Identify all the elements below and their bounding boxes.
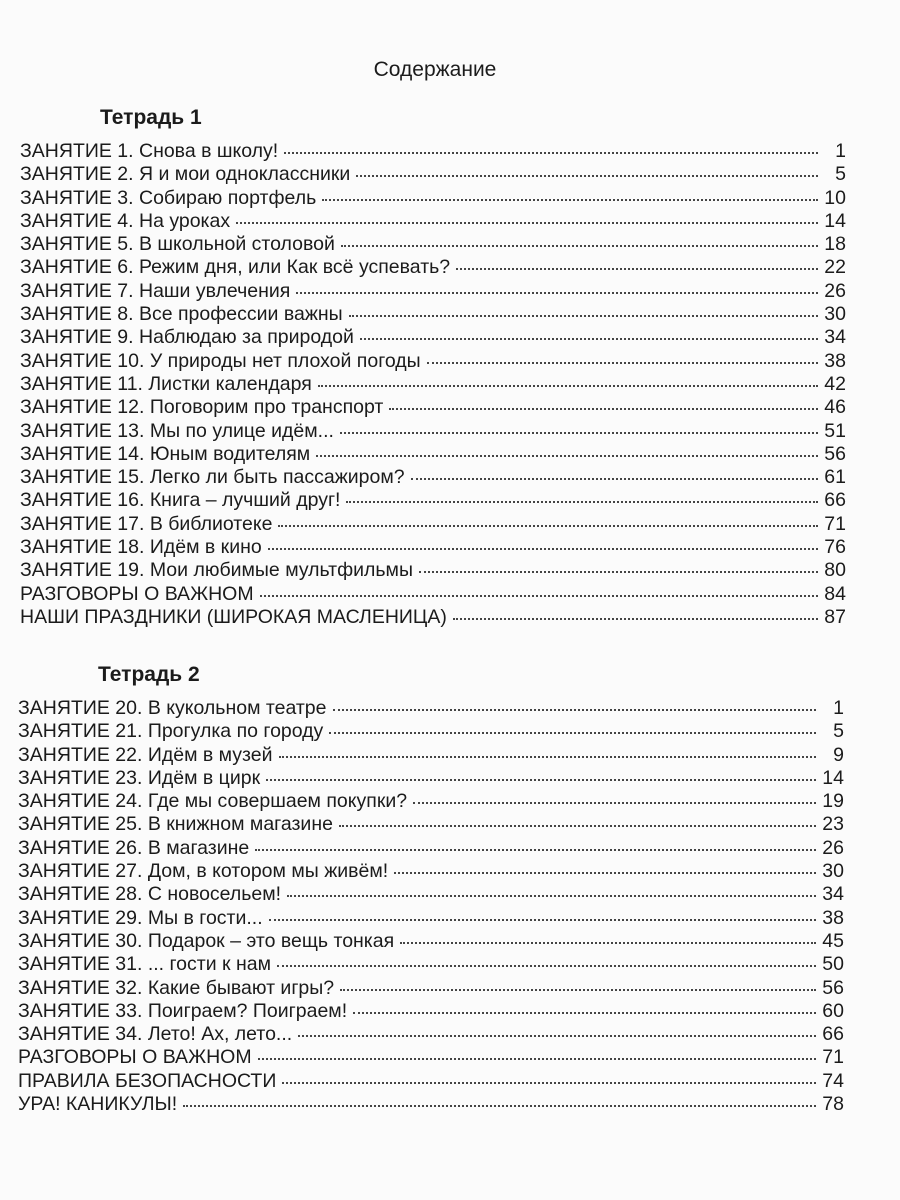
notebook-2-section [18,663,844,1116]
dot-leader [269,919,816,921]
dot-leader [329,732,816,734]
toc-entry-page: 42 [824,372,846,395]
toc-entry [20,163,846,186]
notebook-1-heading: Тетрадь 1 [100,106,202,129]
toc-entry [20,303,846,326]
toc-entry-page: 30 [822,860,844,883]
toc-entry [20,350,846,373]
toc-entry-page: 71 [824,512,846,535]
notebook-2-toc [18,697,844,1116]
toc-entry [18,697,844,720]
toc-entry [18,767,844,790]
dot-leader [298,1035,816,1037]
toc-entry-page: 46 [824,396,846,419]
dot-leader [389,408,818,410]
dot-leader [266,779,816,781]
toc-entry-title: ЗАНЯТИЕ 5. В школьной столовой [20,233,335,256]
toc-entry-title: ЗАНЯТИЕ 23. Идём в цирк [18,766,261,789]
toc-entry-title: УРА! КАНИКУЛЫ! [18,1093,178,1116]
toc-entry [20,606,846,629]
toc-entry [18,790,844,813]
toc-entry-title: ЗАНЯТИЕ 6. Режим дня, или Как всё успевать? [20,256,451,279]
toc-entry-title: ЗАНЯТИЕ 14. Юным водителям [20,442,311,465]
toc-entry [20,536,846,559]
toc-entry-title: ЗАНЯТИЕ 29. Мы в гости... [18,906,263,929]
toc-entry-title: ЗАНЯТИЕ 31. ... гости к нам [18,953,271,976]
toc-entry-title: ЗАНЯТИЕ 2. Я и мои одноклассники [20,163,351,186]
toc-entry-page: 19 [822,790,844,813]
dot-leader [284,152,818,154]
toc-entry-page: 1 [835,140,846,162]
dot-leader [322,199,818,201]
dot-leader [277,965,816,967]
toc-entry-title: ЗАНЯТИЕ 9. Наблюдаю за природой [20,326,354,349]
toc-entry-page: 50 [822,953,844,976]
toc-entry-title: ЗАНЯТИЕ 27. Дом, в котором мы живём! [18,860,389,883]
toc-entry-title: ЗАНЯТИЕ 32. Какие бывают игры? [18,976,335,999]
toc-entry [20,420,846,443]
dot-leader [318,385,818,387]
toc-entry-title: ЗАНЯТИЕ 13. Мы по улице идём... [20,419,334,442]
toc-entry-page: 84 [824,582,846,605]
toc-entry-title: ЗАНЯТИЕ 4. На уроках [20,209,231,232]
toc-entry-title: НАШИ ПРАЗДНИКИ (ШИРОКАЯ МАСЛЕНИЦА) [20,605,447,628]
toc-entry [20,513,846,536]
toc-entry-page: 1 [833,697,844,719]
toc-entry [20,443,846,466]
dot-leader [411,478,818,480]
dot-leader [278,525,818,527]
dot-leader [183,1105,816,1107]
toc-entry [18,813,844,836]
toc-entry [20,140,846,163]
toc-entry-title: ЗАНЯТИЕ 8. Все профессии важны [20,303,343,326]
toc-entry-page: 60 [822,999,844,1022]
toc-entry-page: 10 [824,186,846,209]
toc-entry-title: ЗАНЯТИЕ 33. Поиграем? Поиграем! [18,999,348,1022]
toc-entry-page: 14 [824,209,846,232]
dot-leader [400,942,816,944]
toc-entry-page: 26 [822,836,844,859]
toc-entry-title: ЗАНЯТИЕ 30. Подарок – это вещь тонкая [18,929,395,952]
toc-entry [20,280,846,303]
toc-entry [20,210,846,233]
dot-leader [346,501,818,503]
toc-entry [18,1023,844,1046]
toc-entry [18,1046,844,1069]
toc-entry-title: ЗАНЯТИЕ 7. Наши увлечения [20,279,291,302]
notebook-1-toc [20,140,846,629]
toc-entry-page: 56 [824,442,846,465]
toc-entry-page: 45 [822,929,844,952]
toc-entry-title: РАЗГОВОРЫ О ВАЖНОМ [18,1046,252,1069]
toc-entry [20,187,846,210]
toc-entry-title: ЗАНЯТИЕ 22. Идём в музей [18,743,273,766]
toc-entry-page: 34 [822,883,844,906]
toc-entry-page: 38 [822,906,844,929]
toc-entry [20,466,846,489]
toc-entry-page: 87 [824,605,846,628]
dot-leader [341,245,818,247]
toc-entry-page: 76 [824,536,846,559]
toc-entry-page: 61 [824,466,846,489]
toc-entry [18,837,844,860]
toc-entry-title: ЗАНЯТИЕ 17. В библиотеке [20,512,273,535]
toc-entry-title: ЗАНЯТИЕ 3. Собираю портфель [20,186,317,209]
toc-entry-title: ЗАНЯТИЕ 11. Листки календаря [20,372,312,395]
dot-leader [316,455,818,457]
dot-leader [413,802,816,804]
toc-entry [20,373,846,396]
page-title: Содержание [373,58,497,81]
dot-leader [340,432,818,434]
toc-entry [20,489,846,512]
dot-leader [427,362,818,364]
dot-leader [268,548,818,550]
dot-leader [456,268,818,270]
toc-entry-title: ЗАНЯТИЕ 34. Лето! Ах, лето... [18,1023,293,1046]
dot-leader [356,175,818,177]
toc-entry-title: ЗАНЯТИЕ 18. Идём в кино [20,536,262,559]
toc-entry-title: ЗАНЯТИЕ 19. Мои любимые мультфильмы [20,559,413,582]
toc-entry-title: ЗАНЯТИЕ 1. Снова в школу! [20,140,279,162]
dot-leader [260,595,818,597]
toc-entry-title: ЗАНЯТИЕ 16. Книга – лучший друг! [20,489,341,512]
toc-entry-title: ПРАВИЛА БЕЗОПАСНОСТИ [18,1069,277,1092]
toc-entry-page: 78 [822,1093,844,1116]
toc-entry-title: ЗАНЯТИЕ 12. Поговорим про транспорт [20,396,384,419]
toc-entry-page: 5 [835,163,846,186]
dot-leader [340,989,816,991]
toc-entry-page: 23 [822,813,844,836]
dot-leader [279,756,817,758]
toc-entry-page: 26 [824,279,846,302]
toc-entry-page: 71 [822,1046,844,1069]
toc-entry-page: 14 [822,766,844,789]
toc-entry-page: 66 [822,1023,844,1046]
toc-entry-page: 38 [824,349,846,372]
toc-entry [18,907,844,930]
toc-entry-title: ЗАНЯТИЕ 24. Где мы совершаем покупки? [18,790,408,813]
toc-entry-page: 51 [824,419,846,442]
toc-entry [18,977,844,1000]
dot-leader [394,872,816,874]
toc-entry-page: 80 [824,559,846,582]
toc-entry [20,583,846,606]
dot-leader [419,571,818,573]
toc-entry-page: 66 [824,489,846,512]
toc-entry [18,720,844,743]
toc-entry-title: ЗАНЯТИЕ 25. В книжном магазине [18,813,333,836]
toc-entry-title: ЗАНЯТИЕ 28. С новосельем! [18,883,282,906]
dot-leader [282,1082,816,1084]
toc-entry [18,953,844,976]
toc-entry-page: 18 [824,233,846,256]
dot-leader [236,222,818,224]
toc-entry [20,233,846,256]
toc-entry [20,559,846,582]
toc-entry-page: 5 [833,720,844,743]
dot-leader [339,825,816,827]
dot-leader [287,895,816,897]
notebook-1-section [20,106,846,629]
toc-entry [20,256,846,279]
dot-leader [353,1012,816,1014]
toc-entry-title: ЗАНЯТИЕ 26. В магазине [18,836,250,859]
toc-entry [18,1093,844,1116]
toc-entry-page: 9 [833,743,844,766]
toc-entry-page: 30 [824,303,846,326]
toc-entry-page: 22 [824,256,846,279]
toc-entry [18,860,844,883]
dot-leader [360,338,818,340]
toc-entry [20,326,846,349]
dot-leader [296,292,818,294]
toc-entry-title: ЗАНЯТИЕ 21. Прогулка по городу [18,720,324,743]
dot-leader [255,849,816,851]
toc-entry-title: ЗАНЯТИЕ 15. Легко ли быть пассажиром? [20,466,405,489]
toc-entry-page: 56 [822,976,844,999]
notebook-2-heading: Тетрадь 2 [98,663,200,686]
toc-entry-title: ЗАНЯТИЕ 10. У природы нет плохой погоды [20,349,421,372]
toc-entry-title: РАЗГОВОРЫ О ВАЖНОМ [20,582,254,605]
toc-entry [18,744,844,767]
dot-leader [453,618,818,620]
toc-entry [20,396,846,419]
toc-entry-page: 34 [824,326,846,349]
toc-entry [18,883,844,906]
dot-leader [349,315,818,317]
toc-entry [18,930,844,953]
dot-leader [258,1058,816,1060]
toc-entry-title: ЗАНЯТИЕ 20. В кукольном театре [18,697,327,719]
toc-entry [18,1070,844,1093]
dot-leader [333,709,817,711]
toc-entry [18,1000,844,1023]
toc-entry-page: 74 [822,1069,844,1092]
